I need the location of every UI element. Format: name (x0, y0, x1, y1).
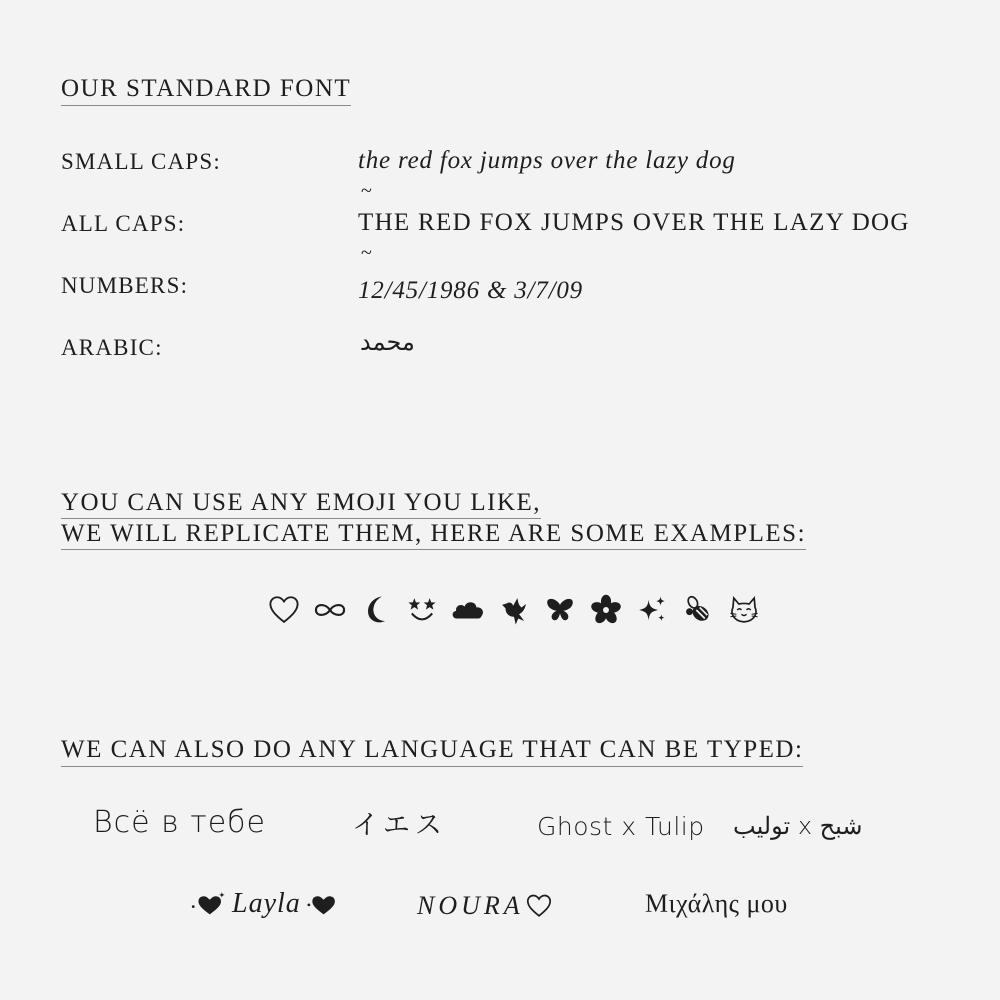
cloud-icon (449, 591, 487, 629)
crescent-moon-icon (357, 591, 395, 629)
heart-outline-icon (265, 591, 303, 629)
noura-name: NOURA (417, 891, 524, 920)
small-caps-sample: the red fox jumps over the lazy dog (358, 147, 736, 174)
russian-sample: Всё в тебе (93, 805, 266, 840)
heart-icon (303, 891, 339, 917)
numbers-label: NUMBERS: (61, 273, 189, 298)
star-struck-face-icon (403, 591, 441, 629)
small-caps-label: SMALL CAPS: (61, 149, 221, 174)
layla-sample (188, 890, 339, 918)
tilde-separator: ~ (361, 180, 372, 202)
sparkle-heart-icon (188, 891, 228, 917)
bee-icon (679, 591, 717, 629)
dove-icon (495, 591, 533, 629)
ghost-tulip-latin-sample: Ghost x Tulip (537, 812, 705, 841)
numbers-sample: 12/45/1986 & 3/7/09 (358, 277, 583, 304)
flower-icon (587, 591, 625, 629)
ghost-tulip-arabic-sample: شبح x توليب (733, 812, 863, 840)
language-heading: WE CAN ALSO DO ANY LANGUAGE THAT CAN BE TYPED: (61, 737, 803, 767)
standard-font-heading: OUR STANDARD FONT (61, 76, 351, 106)
arabic-label: ARABIC: (61, 335, 163, 360)
emoji-examples-row (0, 590, 1000, 630)
tilde-separator: ~ (361, 242, 372, 264)
arabic-sample: محمد (360, 328, 415, 356)
infinity-icon (311, 591, 349, 629)
cat-face-icon (725, 591, 763, 629)
sparkles-icon (633, 591, 671, 629)
layla-name: Layla (232, 888, 301, 919)
noura-sample (417, 892, 554, 920)
emoji-heading (61, 490, 806, 550)
butterfly-icon (541, 591, 579, 629)
emoji-heading-line-2: WE WILL REPLICATE THEM, HERE ARE SOME EXAMPLES: (61, 521, 806, 550)
greek-sample: Μιχάλης μου (645, 889, 788, 918)
all-caps-label: ALL CAPS: (61, 211, 186, 236)
heart-outline-icon (524, 892, 554, 920)
emoji-heading-line-1: YOU CAN USE ANY EMOJI YOU LIKE, (61, 490, 541, 519)
japanese-sample: イエス (352, 810, 447, 841)
all-caps-sample: THE RED FOX JUMPS OVER THE LAZY DOG (358, 209, 910, 236)
